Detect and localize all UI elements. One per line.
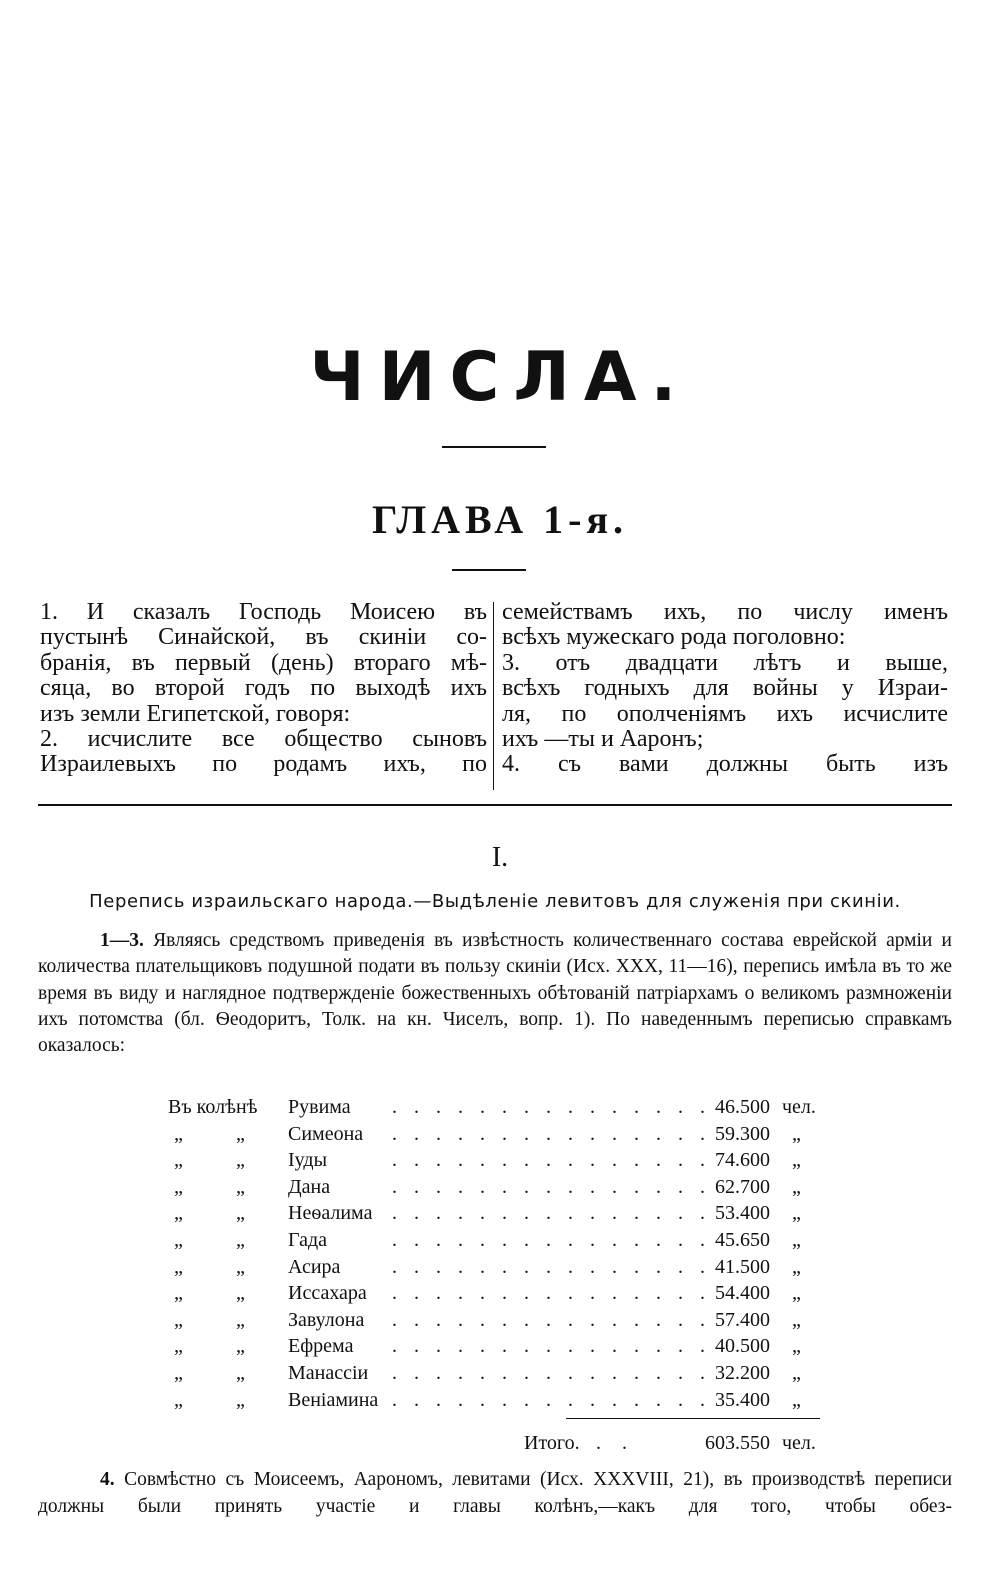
ditto-mark: „: [174, 1388, 183, 1411]
verse-line: 3. отъ двадцати лѣтъ и выше,: [502, 649, 948, 676]
verse-line: ихъ —ты и Ааронъ;: [502, 726, 704, 753]
census-row: [0, 1333, 1000, 1360]
ditto-mark: „: [174, 1282, 183, 1305]
ditto-mark: „: [792, 1308, 801, 1331]
tribe-name: Завулона: [288, 1308, 365, 1331]
leader-dots: . . . . . . . . . . . . . . .: [392, 1282, 711, 1305]
ditto-mark: „: [174, 1308, 183, 1331]
title-rule: [442, 446, 546, 448]
census-table: [0, 1094, 1000, 1413]
ditto-mark: „: [236, 1202, 245, 1225]
chapter-title: ГЛАВА 1-я.: [371, 497, 629, 542]
ditto-mark: „: [174, 1149, 183, 1172]
tribe-name: Гада: [288, 1228, 327, 1251]
verse-line: сяца, во второй годъ по выходѣ ихъ: [40, 675, 487, 702]
ditto-mark: „: [236, 1122, 245, 1145]
verse-line: ля, по ополченіямъ ихъ исчислите: [502, 700, 948, 727]
ditto-mark: „: [174, 1335, 183, 1358]
tribe-count: 32.200: [715, 1361, 770, 1384]
ditto-mark: „: [236, 1361, 245, 1384]
ditto-mark: „: [792, 1149, 801, 1172]
census-row: [0, 1094, 1000, 1121]
ditto-mark: „: [236, 1255, 245, 1278]
verse-line: всѣхъ годныхъ для войны у Израи-: [502, 675, 948, 702]
verse-line: семействамъ ихъ, по числу именъ: [502, 599, 948, 625]
ditto-mark: „: [236, 1175, 245, 1198]
ditto-mark: „: [174, 1202, 183, 1225]
tribe-count: 53.400: [715, 1202, 770, 1225]
verse-line: Израилевыхъ по родамъ ихъ, по: [40, 751, 487, 778]
ditto-mark: „: [236, 1149, 245, 1172]
ditto-mark: „: [236, 1388, 245, 1411]
commentary-text: Являясь средствомъ приведенія въ извѣстность количественнаго состава еврейской арміи и количества плательщиковъ подушной подати въ пользу скиніи (Исх. XXX, 11—16), перепись имѣла въ то же время въ виду и наглядное подтвержденіе божественныхъ обѣтованій патріархамъ о великомъ размноженіи ихъ потомства (бл. Ѳеодоритъ, Толк. на кн. Чиселъ, вопр. 1). По наведеннымъ переписью справкамъ оказалось:: [38, 930, 952, 1057]
tribe-name: Неѳалима: [288, 1202, 373, 1225]
verse-line: 2. исчислите все общество сыновъ: [40, 726, 487, 753]
verse-line: 4. съ вами должны быть изъ: [502, 751, 948, 778]
leader-dots: . . . . . . . . . . . . . . .: [392, 1228, 711, 1251]
verse-line: бранія, въ первый (день) втораго мѣ-: [40, 649, 487, 676]
leader-dots: . . . . . . . . . . . . . . .: [392, 1149, 711, 1172]
tribe-lead: Въ колѣнѣ: [168, 1096, 258, 1118]
commentary-ref: 1—3.: [100, 930, 144, 951]
tribe-count: 62.700: [715, 1175, 770, 1198]
census-row: [0, 1360, 1000, 1387]
tribe-name: Рувима: [288, 1096, 351, 1118]
leader-dots: . . . . . . . . . . . . . . .: [392, 1388, 711, 1411]
ditto-mark: „: [792, 1335, 801, 1358]
leader-dots: . . . . . . . . . . . . . . .: [392, 1202, 711, 1225]
census-row: [0, 1200, 1000, 1227]
tribe-name: Іуды: [288, 1149, 328, 1172]
leader-dots: . . . . . . . . . . . . . . .: [392, 1308, 711, 1331]
ditto-mark: „: [174, 1361, 183, 1384]
census-row: [0, 1387, 1000, 1414]
ditto-mark: „: [236, 1308, 245, 1331]
column-divider: [493, 602, 494, 790]
ditto-mark: „: [792, 1361, 801, 1384]
tribe-name: Манассіи: [288, 1361, 369, 1384]
total-label: Итого.: [524, 1432, 580, 1454]
tribe-name: Ефрема: [288, 1335, 354, 1358]
tribe-name: Асира: [288, 1255, 341, 1278]
tribe-count: 74.600: [715, 1149, 770, 1172]
sum-rule: [566, 1418, 820, 1419]
total-leader-dots: . .: [596, 1432, 635, 1454]
total-count: 603.550: [705, 1432, 770, 1454]
total-unit: чел.: [782, 1432, 816, 1454]
verse-line: изъ земли Египетской, говоря:: [40, 700, 351, 727]
ditto-mark: „: [236, 1282, 245, 1305]
section-title: Перепись израильскаго народа.—Выдѣленіе левитовъ для служенія при скиніи.: [89, 891, 901, 912]
verses-left-column: [40, 600, 487, 778]
ditto-mark: „: [792, 1202, 801, 1225]
ditto-mark: „: [174, 1228, 183, 1251]
ditto-mark: „: [792, 1388, 801, 1411]
ditto-mark: „: [236, 1335, 245, 1358]
census-row: [0, 1254, 1000, 1281]
ditto-mark: „: [792, 1122, 801, 1145]
ditto-mark: „: [174, 1122, 183, 1145]
verse-line: пустынѣ Синайской, въ скиніи со-: [40, 624, 487, 651]
tribe-count: 41.500: [715, 1255, 770, 1278]
ditto-mark: „: [236, 1228, 245, 1251]
tribe-name: Дана: [288, 1175, 331, 1198]
ditto-mark: „: [792, 1282, 801, 1305]
commentary-paragraph: [38, 928, 952, 1059]
verse-line: всѣхъ мужескаго рода поголовно:: [502, 624, 846, 651]
tribe-count: 57.400: [715, 1308, 770, 1331]
tribe-count: 46.500: [715, 1096, 770, 1118]
census-row: [0, 1307, 1000, 1334]
tribe-name: Симеона: [288, 1122, 364, 1145]
tribe-count: 54.400: [715, 1282, 770, 1305]
section-number: I.: [491, 842, 509, 873]
leader-dots: . . . . . . . . . . . . . . .: [392, 1361, 711, 1384]
census-row: [0, 1280, 1000, 1307]
ditto-mark: „: [792, 1175, 801, 1198]
tribe-count: 35.400: [715, 1388, 770, 1411]
leader-dots: . . . . . . . . . . . . . . .: [392, 1335, 711, 1358]
verse-line: 1. И сказалъ Господь Моисею въ: [40, 599, 487, 625]
tribe-name: Веніамина: [288, 1388, 379, 1411]
verse-4-commentary: [38, 1466, 952, 1520]
verse-4-text: Совмѣстно съ Моисеемъ, Аарономъ, левитами (Исх. XXXVIII, 21), въ производствѣ переписи должны были принять участіе и главы колѣнъ,—какъ для того, чтобы обез-: [38, 1469, 953, 1517]
ditto-mark: „: [792, 1255, 801, 1278]
leader-dots: . . . . . . . . . . . . . . .: [392, 1255, 711, 1278]
ditto-mark: „: [174, 1255, 183, 1278]
ditto-mark: „: [174, 1175, 183, 1198]
tribe-count: 45.650: [715, 1228, 770, 1251]
section-rule: [38, 804, 952, 806]
census-row: [0, 1147, 1000, 1174]
census-row: [0, 1227, 1000, 1254]
chapter-rule: [452, 569, 526, 571]
ditto-mark: „: [792, 1228, 801, 1251]
tribe-count: 40.500: [715, 1335, 770, 1358]
book-title: ЧИСЛА.: [309, 338, 691, 417]
tribe-name: Иссахара: [288, 1282, 367, 1305]
leader-dots: . . . . . . . . . . . . . . .: [392, 1122, 711, 1145]
leader-dots: . . . . . . . . . . . . . . .: [392, 1096, 711, 1118]
verses-right-column: [502, 600, 948, 778]
census-row: [0, 1121, 1000, 1148]
verse-4-ref: 4.: [100, 1469, 115, 1490]
leader-dots: . . . . . . . . . . . . . . .: [392, 1175, 711, 1198]
census-row: [0, 1174, 1000, 1201]
tribe-count: 59.300: [715, 1122, 770, 1145]
count-unit: чел.: [782, 1096, 816, 1118]
